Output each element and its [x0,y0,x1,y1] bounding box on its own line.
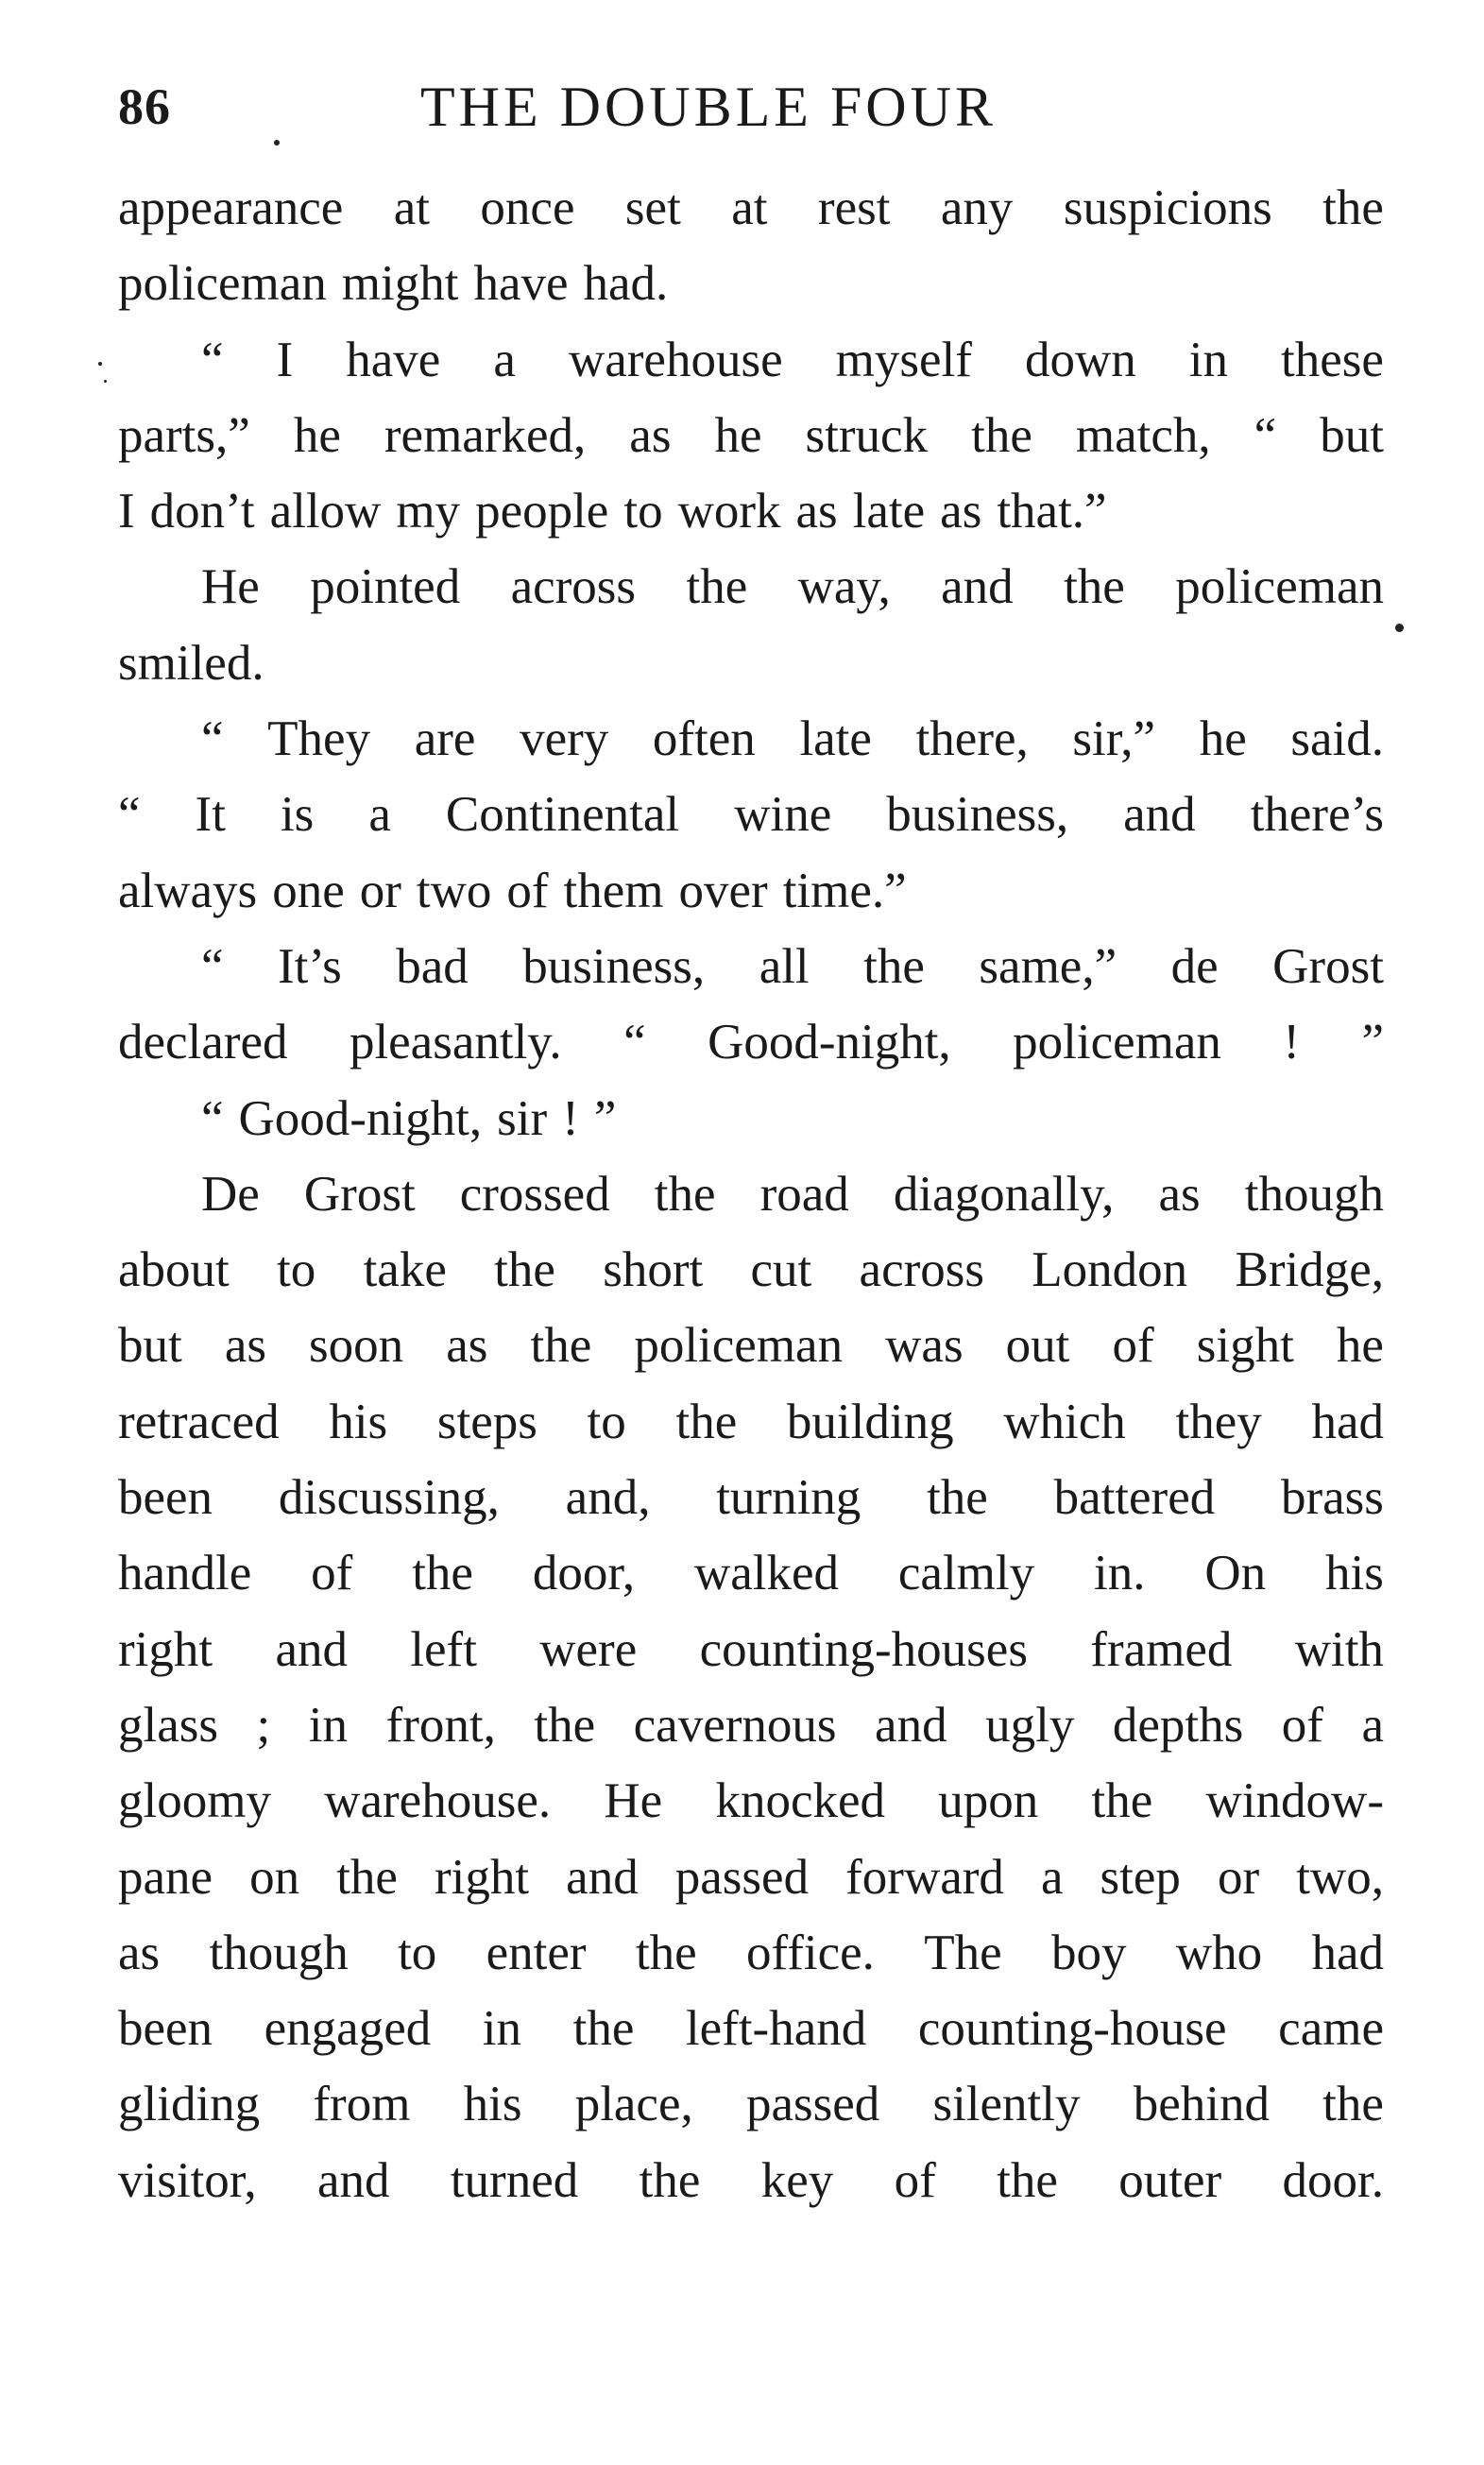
word: Good-night, [238,1090,483,1146]
word: He [201,559,260,615]
word: came [1278,2001,1384,2057]
word: who [1175,1925,1263,1980]
word: that.” [997,484,1107,539]
word: on [249,1849,300,1905]
word: way, [797,559,891,615]
word: warehouse [568,332,783,387]
text-line [118,1460,1384,1535]
word: business, [886,787,1069,843]
word: discussing, [278,1470,500,1526]
word: smiled. [118,635,264,691]
word: right [118,1621,213,1677]
word: about [118,1242,230,1298]
word: ugly [985,1697,1075,1753]
text-line [118,1535,1384,1611]
word: have [473,256,569,312]
text-line [118,473,1384,549]
word: of [311,1546,353,1601]
word: de [1170,938,1219,994]
word: policeman [1175,559,1384,615]
word: ” [1361,1015,1384,1070]
word: policeman [1013,1015,1221,1070]
word: Grost [1272,938,1384,994]
word: “ [118,787,141,843]
word: pane [118,1849,213,1905]
word: office. [746,1925,875,1980]
word: turned [450,2152,579,2208]
word: depths [1112,1697,1244,1753]
text-line [118,1840,1384,1915]
word: the [971,407,1032,463]
text-line [118,246,1384,321]
word: he [293,407,341,463]
word: and [566,1849,639,1905]
word: handle [118,1546,252,1601]
word: door. [1282,2152,1384,2208]
word: he [714,407,762,463]
word: building [786,1394,954,1449]
word: there’s [1250,787,1384,843]
word: soon [309,1318,404,1374]
word: always [118,863,258,918]
word: match, [1075,407,1211,463]
word: They [267,711,371,767]
word: these [1281,332,1384,387]
word: one [272,863,345,918]
word: though [1244,1166,1384,1222]
word: the [534,1697,596,1753]
word: framed [1090,1621,1233,1677]
word: short [603,1242,704,1298]
word: sir [497,1090,548,1146]
word: “ [201,938,224,994]
text-line [118,1612,1384,1687]
word: I [118,484,135,539]
word: as [629,407,672,463]
word: are [414,711,476,767]
word: as [1158,1166,1201,1222]
word: a [1040,1849,1064,1905]
word: the [1091,1773,1153,1829]
word: late [799,711,872,767]
text-line [118,701,1384,777]
word: the [1322,180,1384,235]
word: and [316,2152,390,2208]
word: glass [118,1697,218,1753]
word: the [336,1849,398,1905]
word: “ [201,332,224,387]
word: policeman [118,256,327,312]
text-line [118,170,1384,246]
word: or [359,863,401,918]
word: very [520,711,609,767]
word: often [652,711,756,767]
word: ! [1283,1015,1300,1070]
word: any [940,180,1014,235]
word: place, [574,2077,693,2132]
word: Grost [303,1166,416,1222]
print-speck [1395,624,1404,632]
word: work [677,484,781,539]
word: as [795,484,838,539]
word: is [280,787,315,843]
word: the [412,1546,473,1601]
word: enter [486,1925,587,1980]
text-line [118,853,1384,929]
word: been [118,1470,213,1526]
word: business, [522,938,706,994]
word: walked [693,1546,840,1601]
word: all [759,938,810,994]
word: “ [201,711,224,767]
word: policeman [634,1318,844,1374]
text-line [118,1991,1384,2066]
word: declared [118,1015,288,1070]
word: the [675,1394,738,1449]
word: ” [593,1090,617,1146]
text-line [118,1081,1384,1156]
word: but [118,1318,182,1374]
word: retraced [118,1394,280,1449]
word: a [493,332,516,387]
word: as [118,1925,161,1980]
word: pleasantly. [349,1015,562,1070]
word: the [639,2152,701,2208]
text-line [118,398,1384,473]
word: wine [734,787,832,843]
word: visitor, [118,2152,257,2208]
word: to [623,484,663,539]
word: the [572,2001,635,2057]
text-line [118,1004,1384,1080]
word: passed [745,2077,880,2132]
word: On [1204,1546,1267,1601]
word: outer [1118,2152,1222,2208]
word: down [1024,332,1136,387]
word: his [329,1394,388,1449]
word: silently [932,2077,1081,2132]
word: in [1188,332,1228,387]
word: of [1112,1318,1154,1374]
word: warehouse. [324,1773,552,1829]
word: in [308,1697,349,1753]
text-line [118,1232,1384,1308]
word: people [475,484,609,539]
word: in. [1094,1546,1146,1601]
word: struck [805,407,929,463]
word: my [396,484,461,539]
word: forward [845,1849,1004,1905]
word: rest [817,180,891,235]
word: cut [750,1242,812,1298]
word: knocked [715,1773,885,1829]
word: been [118,2001,213,2057]
word: sight [1196,1318,1294,1374]
word: don’t [149,484,255,539]
word: from [313,2077,411,2132]
word: two, [1296,1849,1384,1905]
word: which [1003,1394,1126,1449]
word: engaged [264,2001,432,2057]
word: the [654,1166,716,1222]
word: parts,” [118,407,250,463]
word: step [1100,1849,1181,1905]
print-speck [104,380,107,383]
word: them [563,863,664,918]
word: appearance [118,180,344,235]
running-head [118,74,1384,140]
word: “ [1254,407,1277,463]
word: his [463,2077,522,2132]
book-title: THE DOUBLE FOUR [420,76,997,138]
word: as [224,1318,266,1374]
word: he [1199,711,1247,767]
word: De [201,1166,260,1222]
word: sir,” [1072,711,1156,767]
word: “ [201,1090,224,1146]
text-line [118,1763,1384,1839]
word: the [863,938,925,994]
word: counting-house [917,2001,1227,2057]
word: upon [938,1773,1039,1829]
text-line [118,2066,1384,2142]
print-speck [274,140,280,146]
text-line [118,1687,1384,1763]
word: at [731,180,768,235]
word: London [1032,1242,1188,1298]
word: steps [436,1394,537,1449]
word: allow [269,484,382,539]
word: two [416,863,492,918]
word: there, [915,711,1029,767]
word: over [678,863,768,918]
word: had. [583,256,669,312]
word: had [1311,1925,1384,1980]
text-line [118,777,1384,852]
word: Continental [445,787,680,843]
word: the [635,1925,697,1980]
word: diagonally, [893,1166,1115,1222]
word: they [1175,1394,1262,1449]
body-text [118,170,1384,2218]
word: though [209,1925,349,1980]
word: with [1294,1621,1384,1677]
print-speck [98,362,102,366]
word: boy [1051,1925,1127,1980]
word: the [927,1470,988,1526]
word: might [341,256,459,312]
word: door, [532,1546,636,1601]
word: It [195,787,226,843]
word: were [539,1621,638,1677]
word: of [506,863,549,918]
word: and [275,1621,348,1677]
word: to [277,1242,316,1298]
word: and, [565,1470,651,1526]
word: have [346,332,441,387]
word: remarked, [384,407,587,463]
word: Bridge, [1235,1242,1384,1298]
word: a [368,787,391,843]
word: turning [716,1470,861,1526]
word: his [1325,1546,1384,1601]
word: right [435,1849,530,1905]
word: calmly [897,1546,1035,1601]
word: key [760,2152,834,2208]
word: and [941,559,1014,615]
word: behind [1133,2077,1270,2132]
word: I [276,332,294,387]
word: had [1311,1394,1384,1449]
word: and [875,1697,947,1753]
word: take [363,1242,447,1298]
word: at [393,180,430,235]
word: the [530,1318,592,1374]
word: front, [385,1697,496,1753]
word: out [1005,1318,1070,1374]
word: in [482,2001,522,2057]
word: the [1322,2077,1384,2132]
word: He [604,1773,663,1829]
word: road [759,1166,849,1222]
word: to [587,1394,626,1449]
word: pointed [310,559,461,615]
word: was [885,1318,964,1374]
text-line [118,929,1384,1004]
word: the [1064,559,1125,615]
word: same,” [979,938,1117,994]
word: cavernous [633,1697,837,1753]
word: late [852,484,926,539]
word: myself [835,332,972,387]
word: suspicions [1063,180,1272,235]
word: left [410,1621,477,1677]
word: the [686,559,748,615]
page-number: 86 [118,78,171,135]
word: of [1281,1697,1323,1753]
text-line [118,2143,1384,2218]
word: but [1320,407,1384,463]
word: the [494,1242,555,1298]
word: or [1217,1849,1260,1905]
word: set [624,180,681,235]
word: and [1123,787,1196,843]
text-line [118,1308,1384,1383]
word: across [510,559,637,615]
word: Good-night, [708,1015,951,1070]
text-line [118,1384,1384,1460]
word: battered [1053,1470,1216,1526]
word: of [894,2152,936,2208]
text-line [118,1915,1384,1991]
word: ! [562,1090,579,1146]
word: once [480,180,575,235]
word: as [940,484,982,539]
word: window- [1205,1773,1384,1829]
word: brass [1280,1470,1384,1526]
text-line [118,625,1384,701]
word: “ [623,1015,646,1070]
word: counting-houses [699,1621,1028,1677]
word: It’s [278,938,342,994]
word: said. [1290,711,1384,767]
word: he [1336,1318,1384,1374]
word: ; [256,1697,271,1753]
word: the [997,2152,1058,2208]
word: left-hand [685,2001,867,2057]
text-line [118,322,1384,398]
word: passed [674,1849,810,1905]
word: crossed [459,1166,610,1222]
word: to [398,1925,437,1980]
word: across [859,1242,984,1298]
word: gliding [118,2077,261,2132]
word: bad [396,938,469,994]
word: The [924,1925,1002,1980]
word: a [1361,1697,1384,1753]
word: time.” [782,863,907,918]
text-line [118,549,1384,625]
word: gloomy [118,1773,271,1829]
word: as [446,1318,488,1374]
text-line [118,1156,1384,1232]
